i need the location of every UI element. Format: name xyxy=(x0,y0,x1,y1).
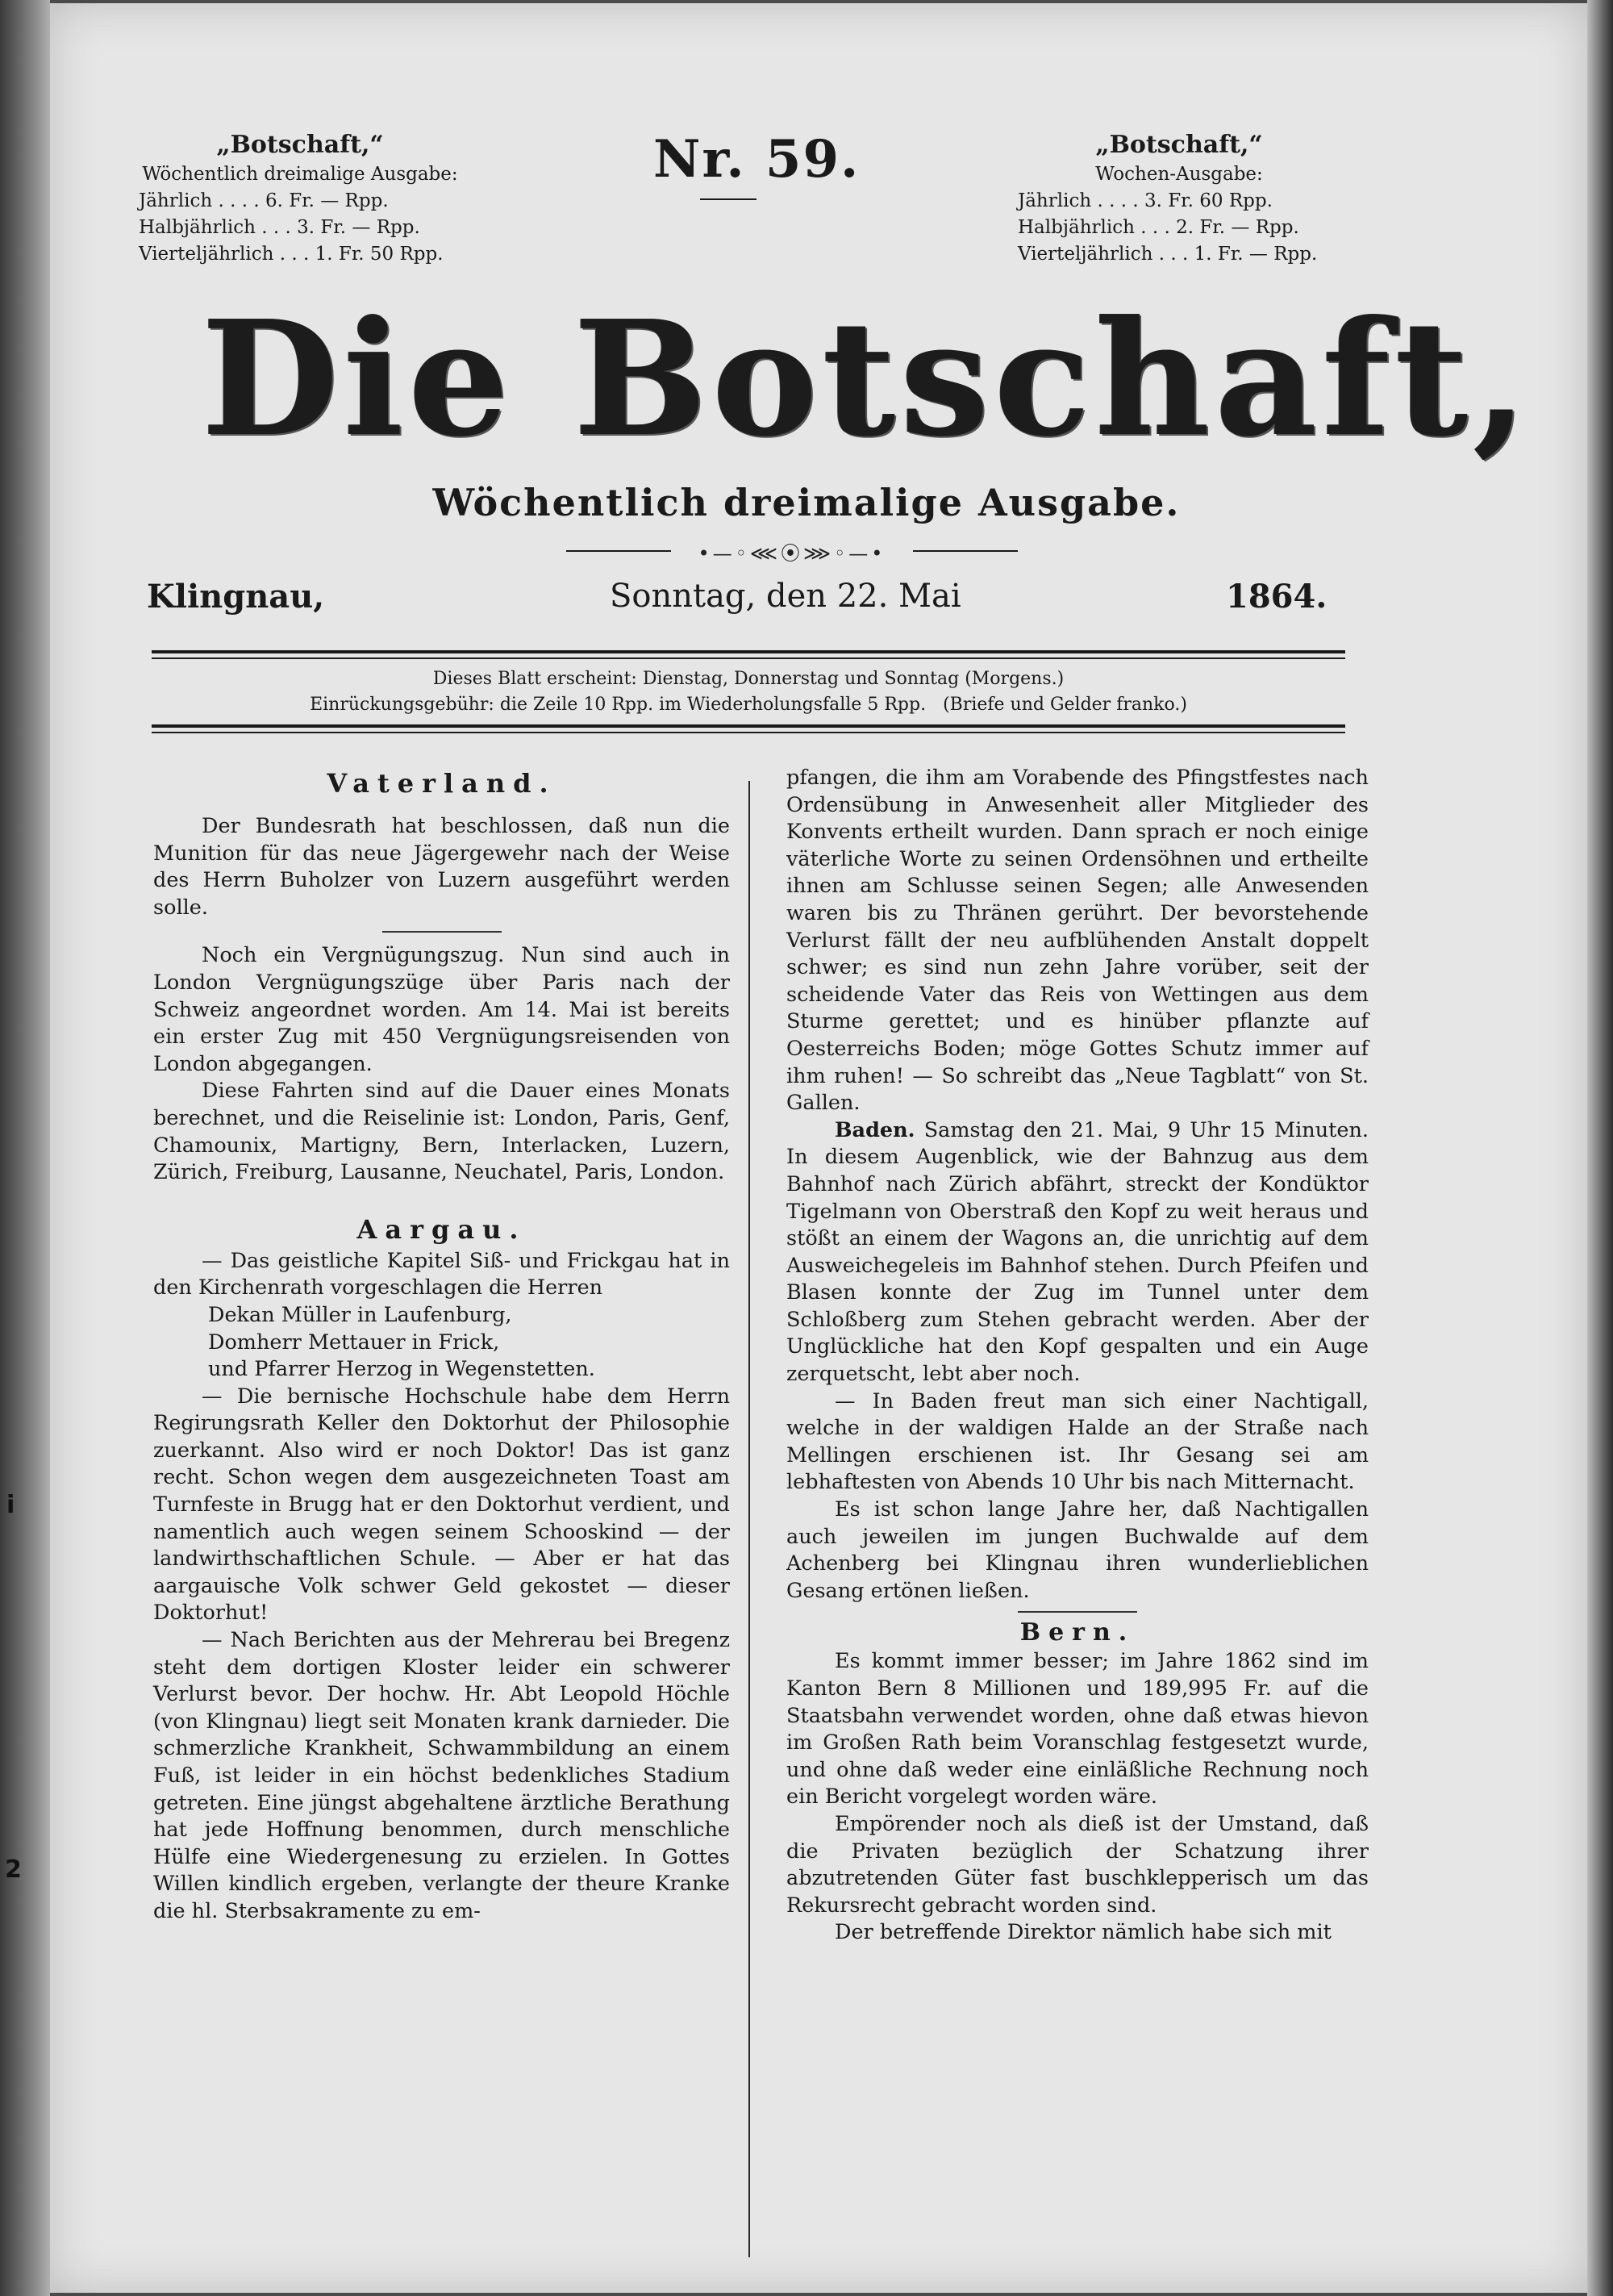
article-paragraph: Noch ein Vergnügungszug. Nun sind auch in London Vergnügungszüge über Paris nach der Schweiz angeordnet worden. Am 14. Mai ist bereits ein erster Zug mit 450 Vergnügungsreisenden von London abgegangen. xyxy=(153,943,730,1076)
article-paragraph: Empörender noch als dieß ist der Umstand, daß die Privaten bezüglich der Schatzung ihrer abzutretenden Güter fast buschklepperisch um das Rekursrecht gebracht worden sind. xyxy=(786,1811,1369,1918)
baden-report: Samstag den 21. Mai, 9 Uhr 15 Minuten. In diesem Augenblick, wie der Bahnzug aus dem Bahnhof nach Zürich abfährt, streckt der Kondüktor Tigelmann von Oberstraß den Kopf zu weit heraus und stößt an einem der Wagons an, die unrichtig auf dem Ausweichegeleis im Bahnhof stehen. Durch Pfeifen und Blasen konnte der Zug im Tunnel unter dem Schloßberg zum Stehen gebracht werden. Aber der Unglückliche hat den Kopf gespalten und ein Auge zerquetscht, lebt aber noch. xyxy=(786,1117,1369,1387)
article-separator xyxy=(382,931,502,933)
article-separator xyxy=(1018,1611,1137,1613)
subscription-box-left xyxy=(139,129,461,268)
edge-mark: i xyxy=(6,1491,15,1519)
header-rule-thin xyxy=(152,657,1345,659)
dateline-place: Klingnau, xyxy=(147,578,325,616)
subscription-row: Vierteljährlich . . . 1. Fr. 50 Rpp. xyxy=(139,244,444,265)
heading-aargau: Aargau. xyxy=(356,1213,527,1245)
masthead-title: Die Botschaft, xyxy=(202,286,1533,472)
article-paragraph: Diese Fahrten sind auf die Dauer eines Monats berechnet, und die Reiselinie ist: London, Paris, Genf, Chamounix, Martigny, Bern, Interlacken, Luzern, Zürich, Freiburg, Lausanne, Neuchatel, Paris, London. xyxy=(153,1079,730,1185)
nominee-item: Dekan Müller in Laufenburg, xyxy=(208,1302,512,1327)
article-paragraph: — Nach Berichten aus der Mehrerau bei Bregenz steht dem dortigen Kloster leider ein schwerer Verlurst bevor. Der hochw. Hr. Abt Leopold Höchle (von Klingnau) liegt seit Monaten krank darnieder. Die schmerzliche Krankheit, Schwammbildung an einem Fuß, ist leider in ein höchst bedenkliches Stadium getreten. Eine jüngst abgehaltene ärztliche Berathung hat jede Hoffnung benommen, durch menschliche Hülfe eine Wiedergenesung zu erzielen. In Gottes Willen kindlich ergeben, verlangte der theure Kranke die hl. Sterbsakramente zu em- xyxy=(153,1628,730,1923)
article-paragraph: — In Baden freut man sich einer Nachtigall, welche in der waldigen Halde an der Straße nach Mellingen erschienen ist. Ihr Gesang sei am lebhaftesten von Abends 10 Uhr bis nach Mitternacht. xyxy=(786,1388,1369,1495)
left-column xyxy=(153,765,730,1926)
subscription-row: Vierteljährlich . . . 1. Fr. — Rpp. xyxy=(1018,244,1318,265)
ornament-rule-right xyxy=(913,550,1018,552)
dateline-year: 1864. xyxy=(1226,578,1327,616)
article-paragraph: Der Bundesrath hat beschlossen, daß nun die Munition für das neue Jägergewehr nach der Weise des Herrn Buholzer von Luzern ausgeführt werden solle. xyxy=(153,814,730,920)
subscription-note: Wöchentlich dreimalige Ausgabe: xyxy=(142,164,458,185)
article-paragraph: — Das geistliche Kapitel Siß- und Frickgau hat in den Kirchenrath vorgeschlagen die Herren xyxy=(153,1248,730,1300)
heading-vaterland: Vaterland. xyxy=(327,768,556,799)
heading-bern: Bern. xyxy=(1019,1618,1136,1647)
subscription-title: „Botschaft,“ xyxy=(216,131,384,159)
subscription-row: Jährlich . . . . 6. Fr. — Rpp. xyxy=(139,190,389,211)
nominee-item: Domherr Mettauer in Frick, xyxy=(208,1330,500,1355)
right-binding-edge xyxy=(1587,0,1613,2296)
publication-notice-line1: Dieses Blatt erscheint: Dienstag, Donnerstag und Sonntag (Morgens.) xyxy=(432,669,1065,689)
subscription-row: Halbjährlich . . . 3. Fr. — Rpp. xyxy=(139,217,420,238)
article-paragraph: Es kommt immer besser; im Jahre 1862 sind im Kanton Bern 8 Millionen und 189,995 Fr. auf die Staatsbahn verwendet worden, ohne daß etwas hievon im Großen Rath beim Voranschlag festgesetzt wurde, und ohne daß weder eine einläßliche Rechnung noch ein Bericht vorgelegt worden wäre. xyxy=(786,1649,1369,1810)
subscription-box-right xyxy=(1018,129,1340,268)
postage-note: (Briefe und Gelder franko.) xyxy=(943,695,1187,715)
notice-rule-thin xyxy=(152,732,1345,733)
subscription-row: Halbjährlich . . . 2. Fr. — Rpp. xyxy=(1018,217,1299,238)
dateline-date: Sonntag, den 22. Mai xyxy=(610,578,961,615)
edge-mark: 2 xyxy=(5,1856,22,1884)
issue-number: Nr. 59. xyxy=(653,129,861,190)
subscription-row: Jährlich . . . . 3. Fr. 60 Rpp. xyxy=(1018,190,1273,211)
column-divider xyxy=(748,781,750,2257)
notice-rule-thick xyxy=(152,724,1345,728)
right-column xyxy=(786,765,1369,1947)
nominee-item: und Pfarrer Herzog in Wegenstetten. xyxy=(208,1357,595,1382)
ornament: •—◦⋘⦿⋙◦—• xyxy=(698,542,886,565)
insertion-fee: Einrückungsgebühr: die Zeile 10 Rpp. im Wiederholungsfalle 5 Rpp. xyxy=(310,695,927,715)
article-paragraph: — Die bernische Hochschule habe dem Herrn Regirungsrath Keller den Doktorhut der Philosophie zuerkannt. Also wird er noch Doktor! Das ist ganz recht. Schon wegen dem ausgezeichneten Toast am Turnfeste in Brugg hat er den Doktorhut verdient, und namentlich auch wegen seinem Schooskind — der landwirthschaftlichen Schule. — Aber er hat das aargauische Volk schwer Geld gekostet — dieser Doktorhut! xyxy=(153,1384,730,1626)
subscription-note: Wochen-Ausgabe: xyxy=(1095,164,1263,185)
subscription-title: „Botschaft,“ xyxy=(1095,131,1263,159)
previous-page-edge xyxy=(0,0,50,2296)
publication-notice-line2 xyxy=(152,692,1345,718)
ornament-rule-left xyxy=(566,550,671,552)
tagline: Wöchentlich dreimalige Ausgabe. xyxy=(432,481,1181,524)
article-paragraph: Der betreffende Direktor nämlich habe sich mit xyxy=(835,1920,1332,1945)
article-paragraph xyxy=(786,1117,1369,1388)
header-rule-thick xyxy=(152,650,1345,653)
dateline-baden: Baden. xyxy=(835,1117,915,1142)
article-paragraph: Es ist schon lange Jahre her, daß Nachtigallen auch jeweilen im jungen Buchwalde auf dem Achenberg bei Klingnau ihren wunderlieblichen Gesang ertönen ließen. xyxy=(786,1497,1369,1603)
issue-number-rule xyxy=(700,198,756,200)
article-paragraph: pfangen, die ihm am Vorabende des Pfingstfestes nach Ordensübung in Anwesenheit aller Mitglieder des Konvents ertheilt wurden. Dann sprach er noch einige väterliche Worte zu seinen Ordensöhnen und ertheilte ihnen am Schlusse seinen Segen; alle Anwesenden waren bis zu Thränen gerührt. Der bevorstehende Verlurst fällt der neu aufblühenden Anstalt doppelt schwer; es sind nun zehn Jahre vorüber, seit der scheidende Vater das Reis von Wettingen aus dem Sturme gerettet; und es hinüber pflanzte auf Oesterreichs Boden; möge Gottes Schutz immer auf ihm ruhen! — So schreibt das „Neue Tagblatt“ von St. Gallen. xyxy=(786,766,1369,1116)
